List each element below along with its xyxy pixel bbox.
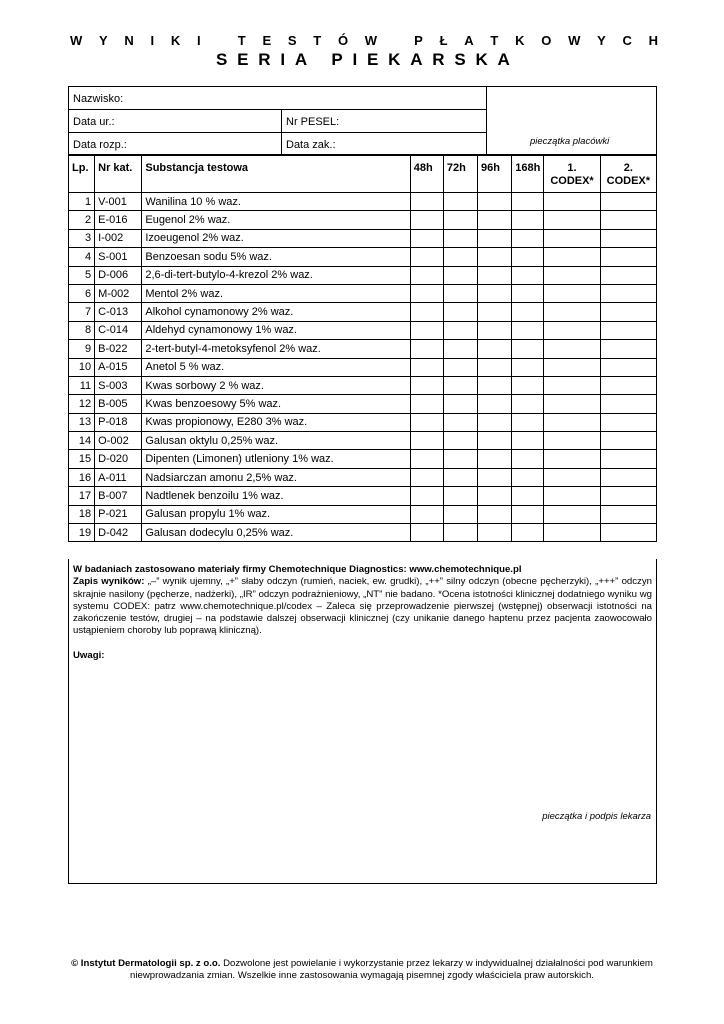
title-letter: K [475, 50, 488, 69]
substance-name: Nadtlenek benzoilu 1% waz. [142, 487, 410, 505]
substance-name: Mentol 2% waz. [142, 284, 410, 302]
catalog-number: D-042 [95, 524, 142, 542]
codex-1-score[interactable] [544, 505, 600, 523]
catalog-number: P-018 [95, 413, 142, 431]
title-letter: I [280, 50, 286, 69]
result-48h[interactable] [410, 321, 443, 339]
result-96h[interactable] [478, 468, 512, 486]
title-letter: K [515, 33, 525, 48]
result-72h[interactable] [443, 303, 477, 321]
dob-label: Data ur.: [73, 116, 115, 128]
title-letter: E [262, 33, 272, 48]
result-168h[interactable] [512, 395, 544, 413]
substance-name: Kwas benzoesowy 5% waz. [142, 395, 410, 413]
result-48h[interactable] [410, 524, 443, 542]
codex-2-score[interactable] [600, 284, 656, 302]
title-letter [394, 33, 398, 48]
substance-name: Galusan dodecylu 0,25% waz. [142, 524, 410, 542]
result-168h[interactable] [512, 376, 544, 394]
result-96h[interactable] [478, 211, 512, 229]
title-letter: C [622, 33, 632, 48]
codex-1-score[interactable] [544, 450, 600, 468]
title-letter: R [258, 50, 271, 69]
result-72h[interactable] [443, 468, 477, 486]
col-header-substance: Substancja testowa [142, 156, 410, 193]
codex-2-score[interactable] [600, 193, 656, 211]
result-168h[interactable] [512, 358, 544, 376]
codex-2-score[interactable] [600, 450, 656, 468]
result-168h[interactable] [512, 303, 544, 321]
result-48h[interactable] [410, 505, 443, 523]
substance-name: Alkohol cynamonowy 2% waz. [142, 303, 410, 321]
result-96h[interactable] [478, 321, 512, 339]
col-header-96h: 96h [478, 156, 512, 193]
row-number: 10 [69, 358, 95, 376]
title-letter: W [70, 33, 83, 48]
result-168h[interactable] [512, 524, 544, 542]
catalog-number: C-013 [95, 303, 142, 321]
row-number: 12 [69, 395, 95, 413]
table-row [69, 193, 657, 211]
substance-name: Nadsiarczan amonu 2,5% waz. [142, 468, 410, 486]
row-number: 4 [69, 248, 95, 266]
row-number: 3 [69, 229, 95, 247]
title-letter: A [497, 50, 510, 69]
catalog-number: O-002 [95, 432, 142, 450]
codex-1-score[interactable] [544, 321, 600, 339]
title-letter: E [237, 50, 249, 69]
table-row [69, 248, 657, 266]
codex-1-score[interactable] [544, 413, 600, 431]
result-168h[interactable] [512, 413, 544, 431]
result-72h[interactable] [443, 266, 477, 284]
codex-1-score[interactable] [544, 284, 600, 302]
title-letter: W [568, 33, 581, 48]
result-72h[interactable] [443, 229, 477, 247]
result-72h[interactable] [443, 321, 477, 339]
row-number: 6 [69, 284, 95, 302]
codex-2-score[interactable] [600, 229, 656, 247]
col-header-codex-2: 2. CODEX* [600, 156, 656, 193]
codex-1-score[interactable] [544, 193, 600, 211]
result-96h[interactable] [478, 432, 512, 450]
result-48h[interactable] [410, 376, 443, 394]
title-letter: Ł [439, 33, 448, 48]
test-results-table [68, 155, 657, 542]
title-line-1 [70, 33, 658, 48]
codex-1-score[interactable] [544, 358, 600, 376]
codex-1-score[interactable] [544, 432, 600, 450]
result-72h[interactable] [443, 395, 477, 413]
result-96h[interactable] [478, 395, 512, 413]
row-number: 1 [69, 193, 95, 211]
result-96h[interactable] [478, 376, 512, 394]
title-letter: S [287, 33, 297, 48]
codex-2-score[interactable] [600, 505, 656, 523]
catalog-number: E-016 [95, 211, 142, 229]
result-48h[interactable] [410, 211, 443, 229]
patient-header-box [68, 86, 657, 155]
title-letter: I [197, 33, 201, 48]
result-96h[interactable] [478, 266, 512, 284]
codex-1-score[interactable] [544, 468, 600, 486]
result-48h[interactable] [410, 487, 443, 505]
result-96h[interactable] [478, 340, 512, 358]
row-number: 9 [69, 340, 95, 358]
codex-1-score[interactable] [544, 248, 600, 266]
catalog-number: C-014 [95, 321, 142, 339]
catalog-number: S-003 [95, 376, 142, 394]
row-number: 16 [69, 468, 95, 486]
table-row [69, 321, 657, 339]
result-168h[interactable] [512, 340, 544, 358]
table-row [69, 303, 657, 321]
result-96h[interactable] [478, 487, 512, 505]
title-letter: R [432, 50, 445, 69]
row-number: 19 [69, 524, 95, 542]
result-48h[interactable] [410, 340, 443, 358]
codex-1-score[interactable] [544, 211, 600, 229]
row-number: 2 [69, 211, 95, 229]
substance-name: Aldehyd cynamonowy 1% waz. [142, 321, 410, 339]
title-letter: W [364, 33, 378, 48]
result-96h[interactable] [478, 284, 512, 302]
result-72h[interactable] [443, 487, 477, 505]
codex-1-score[interactable] [544, 524, 600, 542]
row-number: 7 [69, 303, 95, 321]
row-number: 11 [69, 376, 95, 394]
title-letter: A [464, 33, 474, 48]
result-96h[interactable] [478, 524, 512, 542]
result-96h[interactable] [478, 229, 512, 247]
result-72h[interactable] [443, 376, 477, 394]
title-letter: S [216, 50, 228, 69]
codex-2-score[interactable] [600, 413, 656, 431]
results-legend: Zapis wyników: „–” wynik ujemny, „+” słaby odczyn (rumień, naciek, ew. grudki), „++” silny odczyn (obecne pęcherzyki), „+++” odczyn skrajnie nasilony (pęcherze, nadżerki), „IR” odczyn podrażnieniowy, „NT” nie badano. *Ocena istotności klinicznej dodatniego wyniku wg systemu CODEX: patrz www.chemotechnique.pl/codex – Zaleca się przeprowadzenie pierwszej (wstępnej) obserwacji istotności na zakończenie testów, drugiej – na podstawie dalszej obserwacji klinicznej (czy unikanie danego haptenu przez pacjenta zaowocowało ustąpieniem choroby lub poprawą kliniczną). [73, 576, 652, 637]
codex-1-score[interactable] [544, 229, 600, 247]
catalog-number: P-021 [95, 505, 142, 523]
substance-name: Galusan oktylu 0,25% waz. [142, 432, 410, 450]
codex-2-score[interactable] [600, 321, 656, 339]
substance-name: Benzoesan sodu 5% waz. [142, 248, 410, 266]
table-row [69, 524, 657, 542]
table-row [69, 340, 657, 358]
table-row [69, 505, 657, 523]
substance-name: 2,6-di-tert-butylo-4-krezol 2% waz. [142, 266, 410, 284]
result-48h[interactable] [410, 229, 443, 247]
row-number: 15 [69, 450, 95, 468]
col-header-48h: 48h [410, 156, 443, 193]
codex-2-score[interactable] [600, 487, 656, 505]
codex-2-score[interactable] [600, 376, 656, 394]
table-row [69, 284, 657, 302]
result-48h[interactable] [410, 193, 443, 211]
codex-1-score[interactable] [544, 303, 600, 321]
title-letter: S [454, 50, 466, 69]
result-48h[interactable] [410, 395, 443, 413]
catalog-number: M-002 [95, 284, 142, 302]
codex-2-score[interactable] [600, 468, 656, 486]
substance-name: Galusan propylu 1% waz. [142, 505, 410, 523]
result-168h[interactable] [512, 505, 544, 523]
table-header-row [69, 156, 657, 193]
result-72h[interactable] [443, 450, 477, 468]
substance-name: 2-tert-butyl-4-metoksyfenol 2% waz. [142, 340, 410, 358]
catalog-number: B-007 [95, 487, 142, 505]
result-168h[interactable] [512, 487, 544, 505]
table-row [69, 432, 657, 450]
result-48h[interactable] [410, 266, 443, 284]
title-letter: P [414, 33, 423, 48]
result-168h[interactable] [512, 266, 544, 284]
result-168h[interactable] [512, 468, 544, 486]
title-letter: I [150, 33, 155, 48]
title-letter: T [237, 33, 246, 48]
pesel-label: Nr PESEL: [286, 116, 340, 128]
copyright-footer: © Instytut Dermatologii sp. z o.o. Dozwolone jest powielanie i wykorzystanie przez lekarzy w indywidualnej działalności pod warunkiem niewprowadzania zmian. Wszelkie inne zastosowania wymagają pisemnej zgody właściciela praw autorskich. [71, 958, 653, 982]
catalog-number: D-006 [95, 266, 142, 284]
title-letter: E [367, 50, 379, 69]
row-number: 14 [69, 432, 95, 450]
result-96h[interactable] [478, 248, 512, 266]
col-header-72h: 72h [443, 156, 477, 193]
substance-name: Dipenten (Limonen) utleniony 1% waz. [142, 450, 410, 468]
result-96h[interactable] [478, 358, 512, 376]
result-48h[interactable] [410, 358, 443, 376]
result-96h[interactable] [478, 303, 512, 321]
row-number: 13 [69, 413, 95, 431]
table-row [69, 266, 657, 284]
title-letter: H [648, 33, 658, 48]
result-72h[interactable] [443, 432, 477, 450]
result-72h[interactable] [443, 413, 477, 431]
row-number: 18 [69, 505, 95, 523]
result-48h[interactable] [410, 303, 443, 321]
catalog-number: V-001 [95, 193, 142, 211]
result-168h[interactable] [512, 229, 544, 247]
result-48h[interactable] [410, 284, 443, 302]
catalog-number: A-011 [95, 468, 142, 486]
title-letter: N [124, 33, 134, 48]
codex-2-score[interactable] [600, 358, 656, 376]
result-96h[interactable] [478, 450, 512, 468]
start-date-label: Data rozp.: [73, 139, 127, 151]
title-letter: Ó [337, 33, 349, 48]
substance-name: Eugenol 2% waz. [142, 211, 410, 229]
title-letter: A [410, 50, 423, 69]
end-date-label: Data zak.: [286, 139, 336, 151]
result-96h[interactable] [478, 193, 512, 211]
result-168h[interactable] [512, 211, 544, 229]
substance-name: Wanilina 10 % waz. [142, 193, 410, 211]
row-number: 5 [69, 266, 95, 284]
result-168h[interactable] [512, 284, 544, 302]
table-row [69, 487, 657, 505]
result-72h[interactable] [443, 211, 477, 229]
facility-stamp-label: pieczątka placówki [530, 136, 610, 147]
table-row [69, 413, 657, 431]
result-72h[interactable] [443, 505, 477, 523]
title-line-2 [216, 50, 510, 70]
remarks-label: Uwagi: [73, 649, 105, 661]
result-96h[interactable] [478, 505, 512, 523]
catalog-number: B-022 [95, 340, 142, 358]
catalog-number: D-020 [95, 450, 142, 468]
title-letter: O [541, 33, 552, 48]
catalog-number: B-005 [95, 395, 142, 413]
title-letter: Y [597, 33, 606, 48]
codex-2-score[interactable] [600, 303, 656, 321]
codex-1-score[interactable] [544, 395, 600, 413]
codex-1-score[interactable] [544, 340, 600, 358]
doctor-stamp-label: pieczątka i podpis lekarza [542, 811, 651, 822]
result-72h[interactable] [443, 340, 477, 358]
table-row [69, 468, 657, 486]
substance-name: Kwas sorbowy 2 % waz. [142, 376, 410, 394]
catalog-number: S-001 [95, 248, 142, 266]
col-header-168h: 168h [512, 156, 544, 193]
codex-2-score[interactable] [600, 432, 656, 450]
result-168h[interactable] [512, 321, 544, 339]
substance-name: Anetol 5 % waz. [142, 358, 410, 376]
codex-2-score[interactable] [600, 340, 656, 358]
substance-name: Izoeugenol 2% waz. [142, 229, 410, 247]
title-letter: A [294, 50, 308, 69]
title-letter: T [313, 33, 322, 48]
codex-1-score[interactable] [544, 266, 600, 284]
result-48h[interactable] [410, 450, 443, 468]
result-72h[interactable] [443, 248, 477, 266]
result-168h[interactable] [512, 248, 544, 266]
result-48h[interactable] [410, 248, 443, 266]
result-72h[interactable] [443, 193, 477, 211]
result-48h[interactable] [410, 432, 443, 450]
table-row [69, 450, 657, 468]
result-48h[interactable] [410, 413, 443, 431]
title-letter [217, 33, 221, 48]
codex-1-score[interactable] [544, 487, 600, 505]
result-72h[interactable] [443, 284, 477, 302]
title-letter: P [331, 50, 343, 69]
codex-1-score[interactable] [544, 376, 600, 394]
result-96h[interactable] [478, 413, 512, 431]
codex-2-score[interactable] [600, 266, 656, 284]
title-letter [317, 50, 322, 70]
table-row [69, 395, 657, 413]
substance-name: Kwas propionowy, E280 3% waz. [142, 413, 410, 431]
notes-box [68, 559, 657, 884]
table-row [69, 376, 657, 394]
result-72h[interactable] [443, 524, 477, 542]
surname-label: Nazwisko: [73, 93, 124, 105]
result-168h[interactable] [512, 193, 544, 211]
col-header-codex-1: 1. CODEX* [544, 156, 600, 193]
title-letter: K [388, 50, 401, 69]
materials-note: W badaniach zastosowano materiały firmy Chemotechnique Diagnostics: www.chemotechnique.pl [73, 564, 522, 575]
title-letter: I [352, 50, 358, 69]
table-row [69, 358, 657, 376]
col-header-lp: Lp. [69, 156, 95, 193]
title-letter: K [170, 33, 181, 48]
catalog-number: A-015 [95, 358, 142, 376]
row-number: 8 [69, 321, 95, 339]
title-letter: T [490, 33, 499, 48]
codex-2-score[interactable] [600, 395, 656, 413]
catalog-number: I-002 [95, 229, 142, 247]
result-168h[interactable] [512, 432, 544, 450]
title-letter: Y [99, 33, 108, 48]
codex-2-score[interactable] [600, 211, 656, 229]
table-row [69, 211, 657, 229]
result-168h[interactable] [512, 450, 544, 468]
row-number: 17 [69, 487, 95, 505]
result-72h[interactable] [443, 358, 477, 376]
table-row [69, 229, 657, 247]
result-48h[interactable] [410, 468, 443, 486]
codex-2-score[interactable] [600, 248, 656, 266]
codex-2-score[interactable] [600, 524, 656, 542]
col-header-catalog: Nr kat. [95, 156, 142, 193]
